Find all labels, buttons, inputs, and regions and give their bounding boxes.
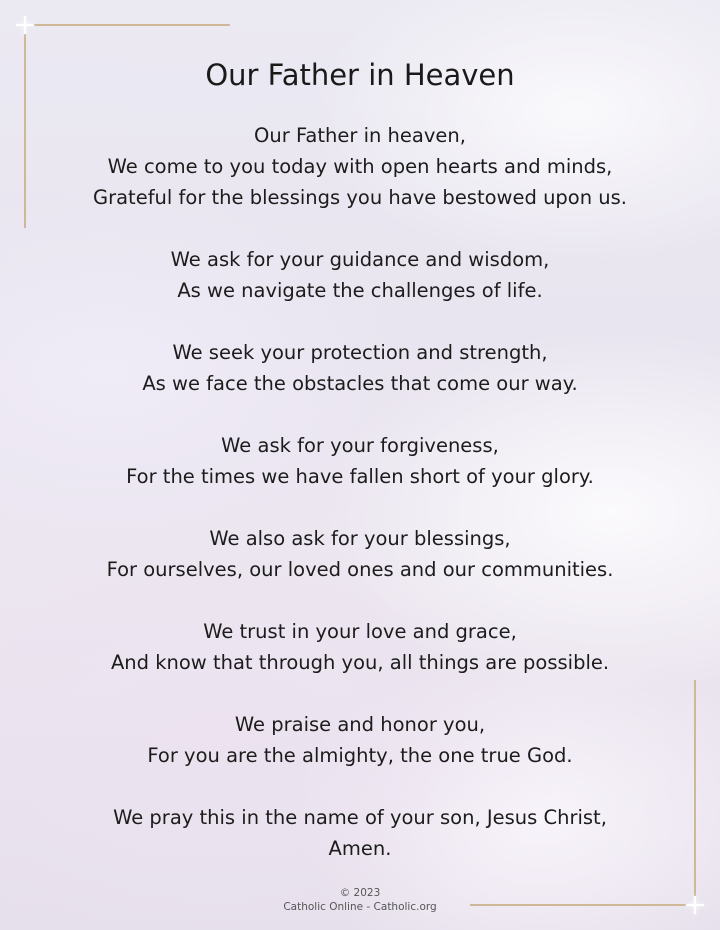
stanza xyxy=(0,616,720,678)
prayer-line: For you are the almighty, the one true God. xyxy=(147,744,573,767)
prayer-line: We seek your protection and strength, xyxy=(172,341,548,364)
prayer-line: We trust in your love and grace, xyxy=(203,620,517,643)
prayer-line: And know that through you, all things are possible. xyxy=(110,651,610,674)
prayer-body xyxy=(0,120,720,895)
prayer-line: As we face the obstacles that come our way. xyxy=(142,372,578,395)
top-left-frame-horizontal xyxy=(20,24,230,26)
stanza xyxy=(0,244,720,306)
prayer-line: We ask for your guidance and wisdom, xyxy=(170,248,550,271)
prayer-line: Our Father in heaven, xyxy=(254,124,466,147)
prayer-line: We praise and honor you, xyxy=(234,713,486,736)
stanza xyxy=(0,523,720,585)
prayer-line: As we navigate the challenges of life. xyxy=(177,279,543,302)
prayer-line: For the times we have fallen short of your glory. xyxy=(126,465,594,488)
prayer-line: Amen. xyxy=(328,837,392,860)
prayer-line: We also ask for your blessings, xyxy=(209,527,511,550)
prayer-line: Grateful for the blessings you have bestowed upon us. xyxy=(92,186,628,209)
prayer-line: We ask for your forgiveness, xyxy=(221,434,499,457)
page-title: Our Father in Heaven xyxy=(205,58,515,92)
stanza xyxy=(0,709,720,771)
footer xyxy=(0,886,720,914)
source-text: Catholic Online - Catholic.org xyxy=(283,901,437,913)
sparkle-icon xyxy=(16,16,34,34)
copyright-text: © 2023 xyxy=(339,887,381,899)
stanza xyxy=(0,120,720,213)
prayer-line: For ourselves, our loved ones and our communities. xyxy=(106,558,614,581)
prayer-line: We come to you today with open hearts and minds, xyxy=(107,155,613,178)
prayer-line: We pray this in the name of your son, Jesus Christ, xyxy=(113,806,607,829)
stanza xyxy=(0,802,720,864)
stanza xyxy=(0,430,720,492)
stanza xyxy=(0,337,720,399)
